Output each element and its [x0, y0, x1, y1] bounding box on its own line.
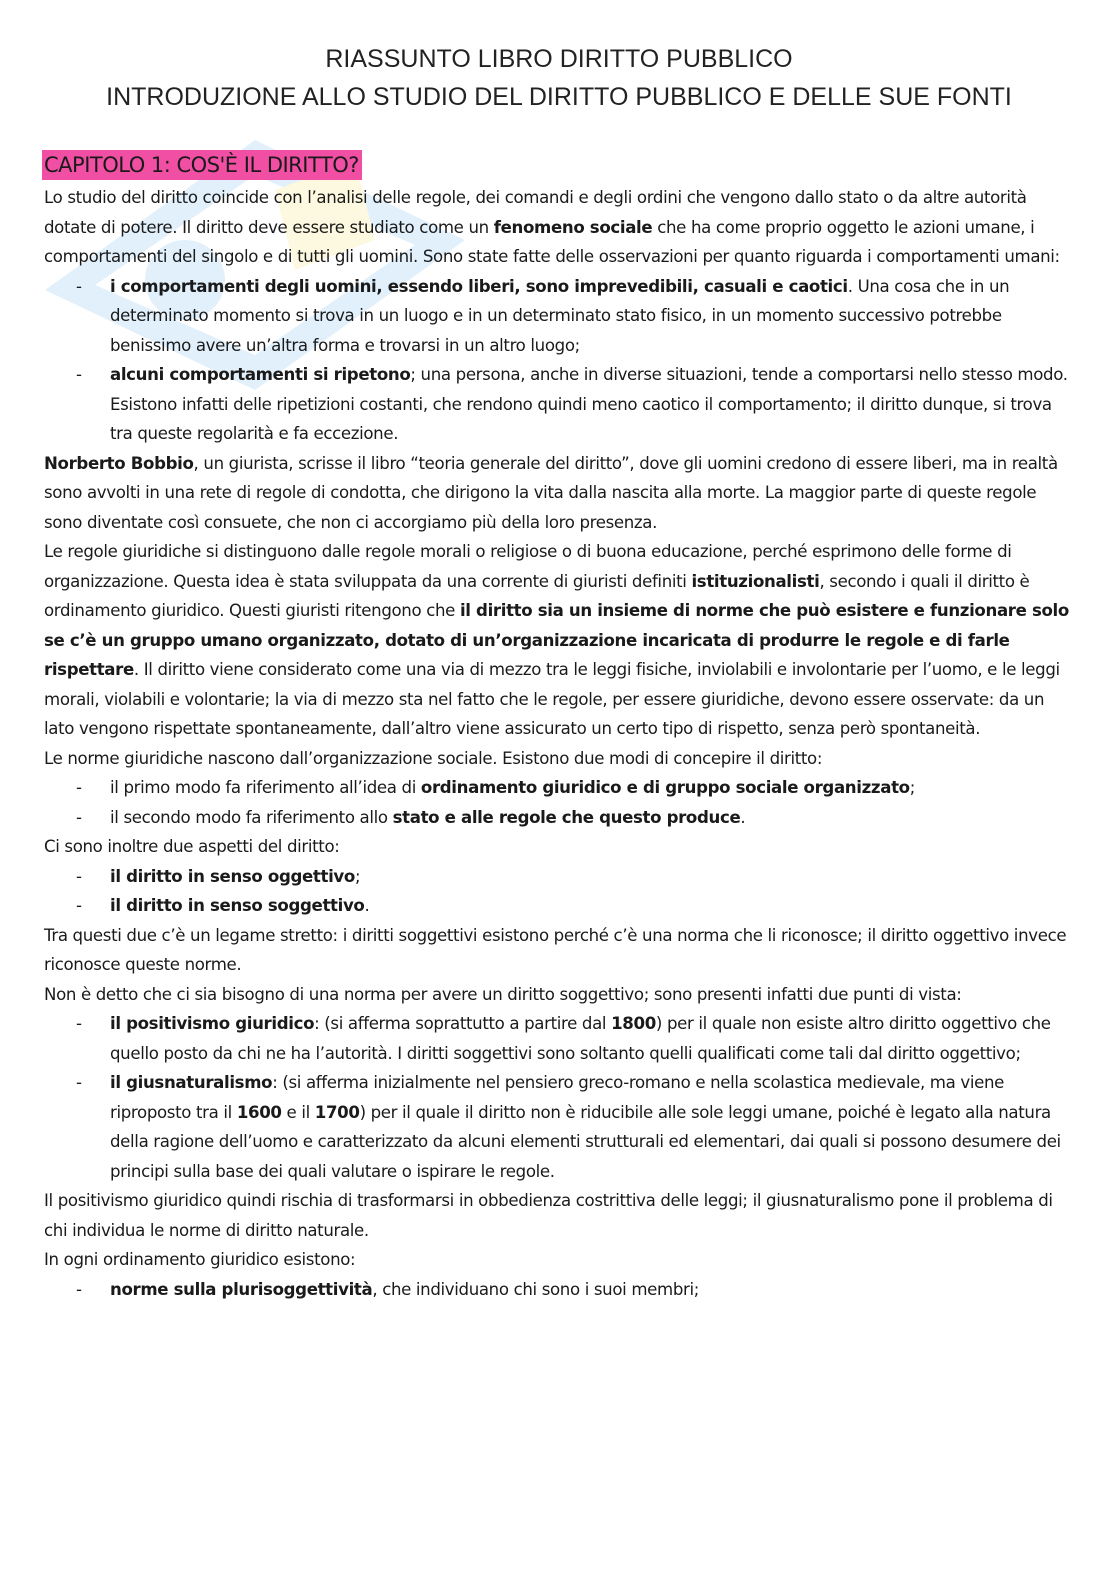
paragraph: Le norme giuridiche nascono dall’organizzazione sociale. Esistono due modi di concepire il diritto: — [44, 748, 823, 768]
paragraph: Non è detto che ci sia bisogno di una norma per avere un diritto soggettivo; sono presenti infatti due punti di vista: — [44, 984, 962, 1004]
paragraph: Il positivismo giuridico quindi rischia di trasformarsi in obbedienza costrittiva delle leggi; il giusnaturalismo pone il problema di chi individua le norme di diritto naturale. — [44, 1191, 1053, 1240]
chapter-body — [44, 183, 1074, 1304]
bullet-list — [44, 1275, 1074, 1305]
list-item: - il primo modo fa riferimento all’idea di ordinamento giuridico e di gruppo sociale organizzato; — [44, 773, 1074, 803]
bullet-list — [44, 272, 1074, 449]
list-item: - il giusnaturalismo: (si afferma inizialmente nel pensiero greco-romano e nella scolastica medievale, ma viene riproposto tra il 1600 e il 1700) per il quale il diritto non è riducibile alle sole leggi umane, poiché è legato alla natura della ragione dell’uomo e caratterizzato da alcuni elementi strutturali ed elementari, dai quali si possono desumere dei principi sulla base dei quali valutare o ispirare le regole. — [44, 1068, 1074, 1186]
bullet-list — [44, 862, 1074, 921]
paragraph: Ci sono inoltre due aspetti del diritto: — [44, 837, 340, 856]
list-item: - norme sulla plurisoggettività, che individuano chi sono i suoi membri; — [44, 1275, 1074, 1305]
paragraph: Lo studio del diritto coincide con l’analisi delle regole, dei comandi e degli ordini che vengono dallo stato o da altre autorità dotate di potere. Il diritto deve essere studiato come un fenomeno sociale che ha come proprio oggetto le azioni umane, i comportamenti del singolo e di tutti gli uomini. Sono state fatte delle osservazioni per quanto riguarda i comportamenti umani: — [44, 188, 1060, 266]
list-item: - il diritto in senso soggettivo. — [44, 891, 1074, 921]
document-subtitle: INTRODUZIONE ALLO STUDIO DEL DIRITTO PUBBLICO E DELLE SUE FONTI — [106, 83, 1012, 111]
list-item: - il positivismo giuridico: (si afferma soprattutto a partire dal 1800) per il quale non esiste altro diritto oggettivo che quello posto da chi ne ha l’autorità. I diritti soggettivi sono soltanto quelli qualificati come tali dal diritto oggettivo; — [44, 1009, 1074, 1068]
paragraph: In ogni ordinamento giuridico esistono: — [44, 1250, 356, 1269]
paragraph: Le regole giuridiche si distinguono dalle regole morali o religiose o di buona educazione, perché esprimono delle forme di organizzazione. Questa idea è stata sviluppata da una corrente di giuristi definiti istituzionalisti, secondo i quali il diritto è ordinamento giuridico. Questi giuristi ritengono che il diritto sia un insieme di norme che può esistere e funzionare solo se c’è un gruppo umano organizzato, dotato di un’organizzazione incaricata di produrre le regole e di farle rispettare. Il diritto viene considerato come una via di mezzo tra le leggi fisiche, inviolabili e involontarie per l’uomo, e le leggi morali, violabili e volontarie; la via di mezzo sta nel fatto che le regole, per essere giuridiche, devono essere osservate: da un lato vengono rispettate spontaneamente, dall’altro viene assicurato un certo tipo di rispetto, senza però spontaneità. — [44, 542, 1069, 738]
list-item: - il secondo modo fa riferimento allo stato e alle regole che questo produce. — [44, 803, 1074, 833]
list-item: - il diritto in senso oggettivo; — [44, 862, 1074, 892]
bullet-list — [44, 773, 1074, 832]
chapter-heading: CAPITOLO 1: COS'È IL DIRITTO? — [42, 150, 362, 180]
paragraph: Tra questi due c’è un legame stretto: i diritti soggettivi esistono perché c’è una norma che li riconosce; il diritto oggettivo invece riconosce queste norme. — [44, 925, 1067, 974]
list-item: - i comportamenti degli uomini, essendo liberi, sono imprevedibili, casuali e caotici. Una cosa che in un determinato momento si trova in un luogo e in un determinato stato fisico, in un momento successivo potrebbe benissimo avere un’altra forma e trovarsi in un altro luogo; — [44, 272, 1074, 361]
list-item: - alcuni comportamenti si ripetono; una persona, anche in diverse situazioni, tende a comportarsi nello stesso modo. Esistono infatti delle ripetizioni costanti, che rendono quindi meno caotico il comportamento; il diritto dunque, si trova tra queste regolarità e fa eccezione. — [44, 360, 1074, 449]
bullet-list — [44, 1009, 1074, 1186]
paragraph: Norberto Bobbio, un giurista, scrisse il libro “teoria generale del diritto”, dove gli uomini credono di essere liberi, ma in realtà sono avvolti in una rete di regole di condotta, che dirigono la vita dalla nascita alla morte. La maggior parte di queste regole sono diventate così consuete, che non ci accorgiamo più della loro presenza. — [44, 453, 1058, 532]
document-title: RIASSUNTO LIBRO DIRITTO PUBBLICO — [325, 45, 793, 73]
